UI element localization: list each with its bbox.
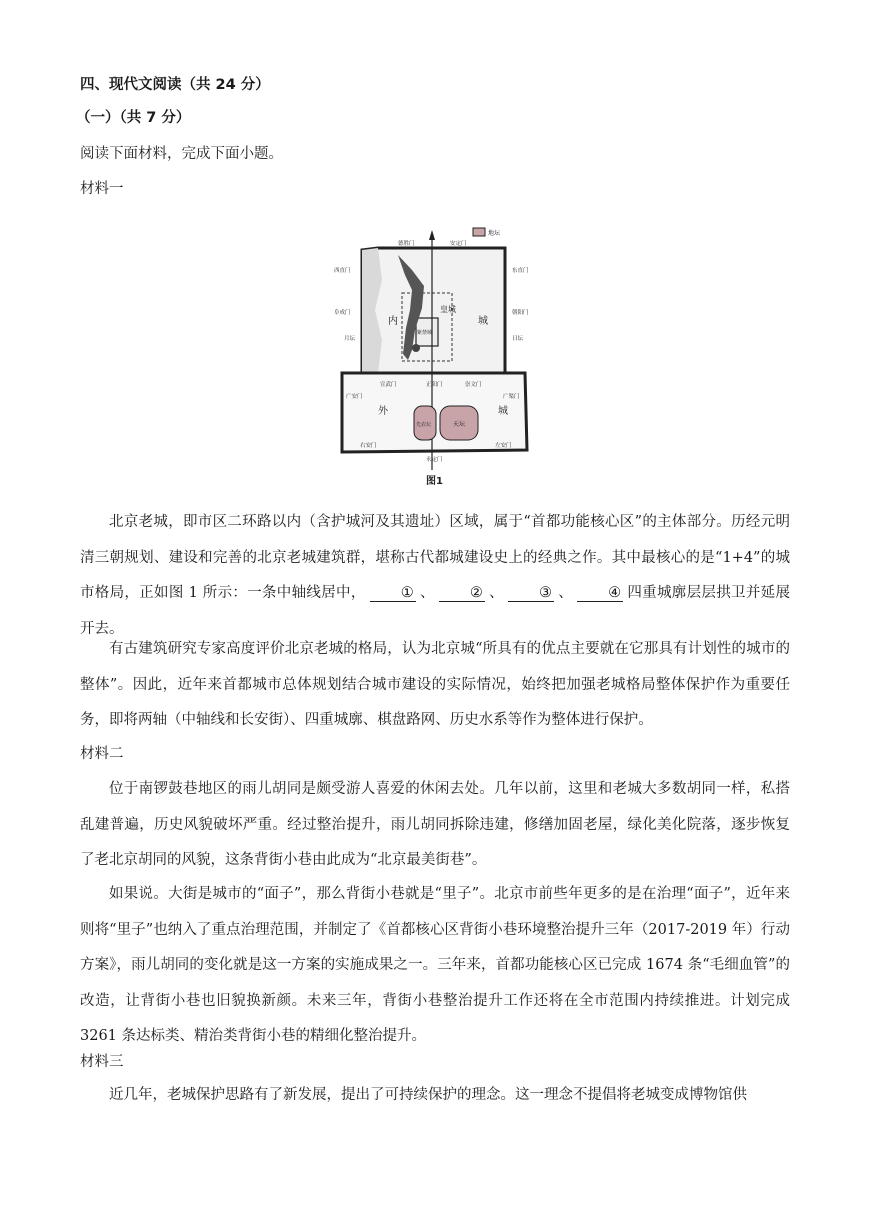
separator-1: 、 [419, 585, 435, 601]
blank-2: ② [439, 585, 485, 602]
gate-xuanwumen: 宣武门 [380, 382, 397, 388]
material1-label: 材料一 [80, 181, 124, 197]
lake-round [412, 344, 420, 352]
gate-dongzhimen: 东直门 [512, 268, 529, 274]
blank-3: ③ [508, 585, 554, 602]
label-outer-right: 城 [498, 406, 508, 417]
material1-paragraph1 [80, 505, 790, 647]
separator-2: 、 [488, 585, 504, 601]
blank-4: ④ [577, 585, 623, 602]
label-inner-left: 内 [388, 316, 398, 327]
axis-arrow [429, 230, 435, 240]
gate-zuoanmen: 左安门 [495, 443, 512, 449]
label-tiantan: 天坛 [453, 421, 466, 428]
material2-label: 材料二 [80, 746, 124, 762]
gate-zhengyangmen: 正阳门 [426, 382, 443, 388]
material3-paragraph1: 近几年，老城保护思路有了新发展，提出了可持续保护的理念。这一理念不提倡将老城变成博物馆供 [109, 1087, 747, 1103]
gate-yongdingmen: 永定门 [426, 457, 443, 463]
gate-fuchengmen: 阜成门 [334, 310, 351, 316]
gate-chaoyangmen: 朝阳门 [512, 310, 529, 316]
label-palace: 紫禁城 [417, 330, 433, 336]
label-outer-left: 外 [378, 406, 388, 417]
label-inner-right: 城 [478, 316, 488, 327]
figure-caption: 图1 [426, 476, 443, 487]
altar-ritan: 日坛 [512, 336, 524, 342]
label-imperial: 皇城 [440, 305, 456, 314]
gate-chongwenmen: 崇文门 [465, 382, 482, 388]
altar-yuetan: 月坛 [344, 336, 356, 342]
gate-guangqumen: 广渠门 [503, 394, 520, 400]
material2-paragraph1: 位于南锣鼓巷地区的雨儿胡同是颇受游人喜爱的休闲去处。几年以前，这里和老城大多数胡同一样，私搭乱建普遍，历史风貌破坏严重。经过整治提升，雨儿胡同拆除违建，修缮加固老屋，绿化美化院落，逐步恢复了老北京胡同的风貌，这条背街小巷由此成为“北京最美街巷”。 [80, 781, 790, 868]
material3-label: 材料三 [80, 1054, 124, 1070]
gate-youanmen: 右安门 [360, 443, 377, 449]
p1-text-before: 北京老城，即市区二环路以内（含护城河及其遗址）区域，属于“首都功能核心区”的主体部分。历经元明清三朝规划、建设和完善的北京老城建筑群，堪称古代都城建设史上的经典之作。其中最核心的是“1+4”的城市格局，正如图 1 所示：一条中轴线居中， [80, 514, 790, 601]
material1-paragraph2: 有古建筑研究专家高度评价北京老城的格局，认为北京城“所具有的优点主要就在它那具有计划性的城市的整体”。因此，近年来首都城市总体规划结合城市建设的实际情况，始终把加强老城格局整体保护作为重要任务，即将两轴（中轴线和长安街）、四重城廓、棋盘路网、历史水系等作为整体进行保护。 [80, 641, 790, 728]
legend-swatch [473, 228, 485, 236]
gate-guanganmen: 广安门 [346, 394, 363, 400]
blank-1: ① [370, 585, 416, 602]
beijing-old-city-map [320, 220, 545, 490]
instruction: 阅读下面材料，完成下面小题。 [80, 146, 283, 162]
legend-label: 地坛 [488, 230, 501, 237]
separator-3: 、 [557, 585, 574, 601]
part-label: （一）（共 7 分） [76, 110, 191, 126]
inner-city-wall [362, 248, 505, 373]
gate-andingmen: 安定门 [450, 241, 467, 247]
section-heading: 四、现代文阅读（共 24 分） [80, 77, 270, 93]
p1-text-after: 四重城廓层层拱卫并延展开去。 [80, 585, 790, 637]
label-xiannongtan: 先农坛 [416, 422, 432, 428]
gate-xizhimen: 西直门 [334, 268, 351, 274]
material2-paragraph2: 如果说。大街是城市的“面子”，那么背街小巷就是“里子”。北京市前些年更多的是在治理“面子”，近年来则将“里子”也纳入了重点治理范围，并制定了《首都核心区背街小巷环境整治提升三年（2017-2019 年）行动方案》，雨儿胡同的变化就是这一方案的实施成果之一。三年来，首都功能核心区已完成 1674 条“毛细血管”的改造，让背街小巷也旧貌换新颜。未来三年，背街小巷整治提升工作还将在全市范围内持续推进。计划完成 3261 条达标类、精治类背街小巷的精细化整治提升。 [80, 886, 790, 1044]
gate-deshengmen: 德胜门 [398, 241, 415, 247]
